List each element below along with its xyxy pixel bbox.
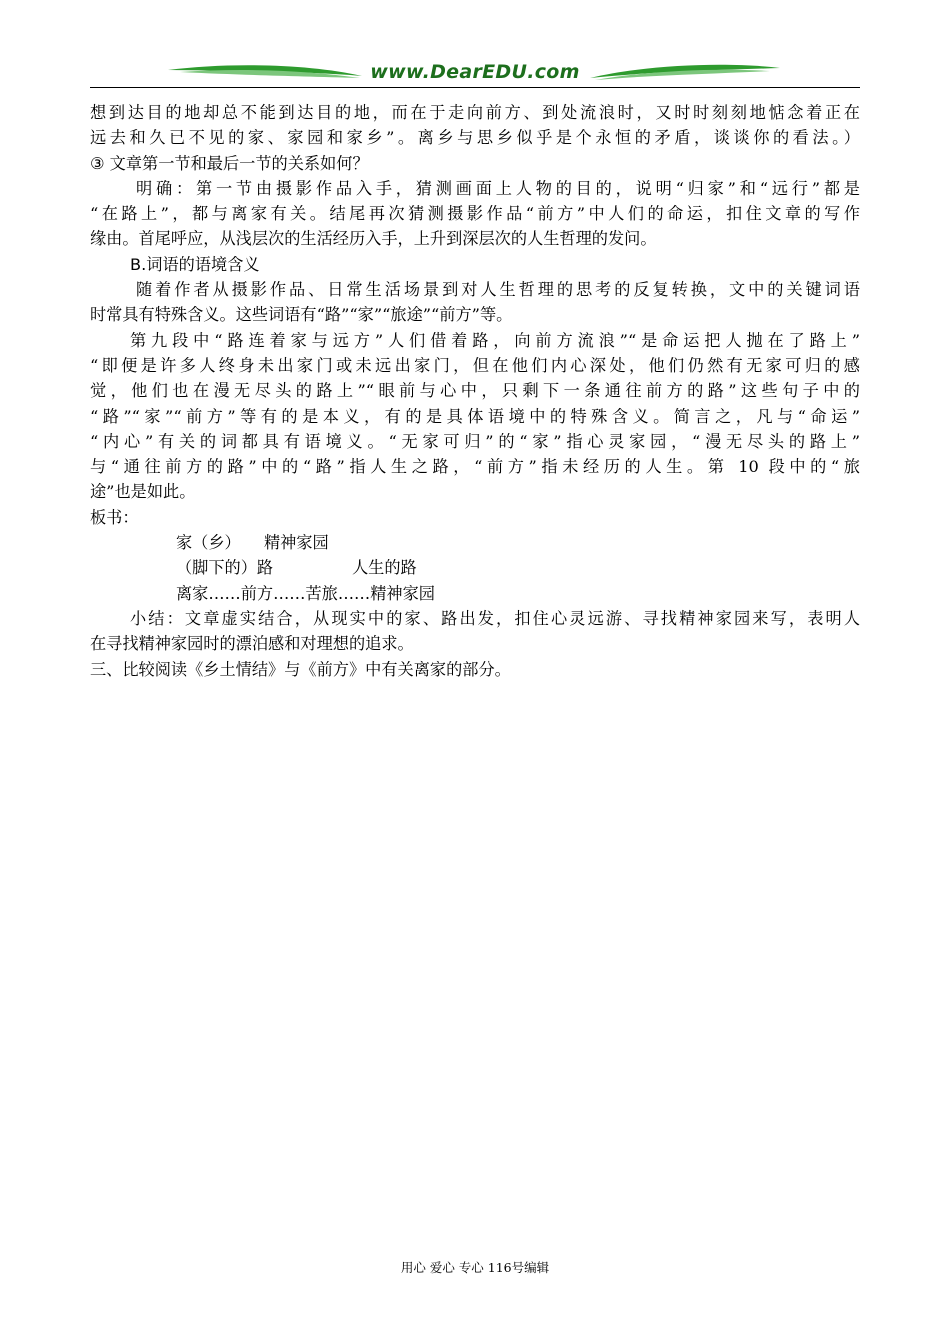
paragraph-line: 时常具有特殊含义。这些词语有“路”“家”“旅途”“前方”等。: [90, 305, 513, 325]
answer-paragraph-line: 明确：第一节由摄影作品入手，猜测画面上人物的目的，说明“归家”和“远行”都是: [136, 178, 860, 198]
board-cell: （脚下的）路: [176, 558, 274, 578]
paragraph-line: 觉，他们也在漫无尽头的路上”“眼前与心中，只剩下一条通往前方的路”这些句子中的: [90, 381, 860, 401]
board-row: [90, 530, 860, 555]
section-three-heading: 三、比较阅读《乡土情结》与《前方》中有关离家的部分。: [90, 659, 511, 679]
board-cell: 人生的路: [352, 558, 417, 578]
board-cell: 精神家园: [264, 533, 329, 553]
paragraph-line: 第九段中“路连着家与远方”人们借着路，向前方流浪”“是命运把人抛在了路上”: [130, 330, 860, 350]
page-footer: 用心 爱心 专心 116号编辑: [400, 1260, 550, 1275]
summary-line: 小结：文章虚实结合，从现实中的家、路出发，扣住心灵远游、寻找精神家园来写，表明人: [130, 608, 860, 628]
answer-paragraph-line: 缘由。首尾呼应，从浅层次的生活经历入手，上升到深层次的人生哲理的发问。: [90, 229, 657, 249]
text-line: 想到达目的地却总不能到达目的地，而在于走向前方、到处流浪时，又时时刻刻地惦念着正在: [90, 103, 860, 122]
section-heading-b: B.词语的语境含义: [130, 254, 260, 274]
paragraph-line: “内心”有关的词都具有语境义。“无家可归”的“家”指心灵家园，“漫无尽头的路上”: [90, 431, 860, 451]
paragraph-line: 与“通往前方的路”中的“路”指人生之路，“前方”指未经历的人生。第 10 段中的“旅: [90, 457, 860, 477]
header-banner: [90, 56, 860, 90]
header-divider: [90, 87, 860, 88]
board-heading: 板书：: [90, 507, 139, 527]
board-row: [90, 555, 860, 580]
question-heading: ③ 文章第一节和最后一节的关系如何？: [90, 153, 369, 173]
answer-paragraph-line: “在路上”，都与离家有关。结尾再次猜测摄影作品“前方”中人们的命运，扣住文章的写作: [90, 204, 860, 224]
paragraph-line: “路”“家”“前方”等有的是本义，有的是具体语境中的特殊含义。简言之，凡与“命运”: [90, 406, 860, 426]
paragraph-line: “即便是许多人终身未出家门或未远出家门，但在他们内心深处，他们仍然有无家可归的感: [90, 355, 860, 375]
document-body: [90, 100, 860, 682]
text-line: 远去和久已不见的家、家园和家乡”。离乡与思乡似乎是个永恒的矛盾，谈谈你的看法。）: [90, 128, 860, 148]
board-cell: 家（乡）: [176, 533, 241, 553]
site-logo: www.DearEDU.com: [370, 61, 580, 83]
paragraph-line: 途”也是如此。: [90, 482, 196, 502]
paragraph-line: 随着作者从摄影作品、日常生活场景到对人生哲理的思考的反复转换，文中的关键词语: [136, 280, 860, 300]
summary-line: 在寻找精神家园时的漂泊感和对理想的追求。: [90, 634, 414, 654]
board-row: 离家……前方……苦旅……精神家园: [176, 583, 435, 603]
